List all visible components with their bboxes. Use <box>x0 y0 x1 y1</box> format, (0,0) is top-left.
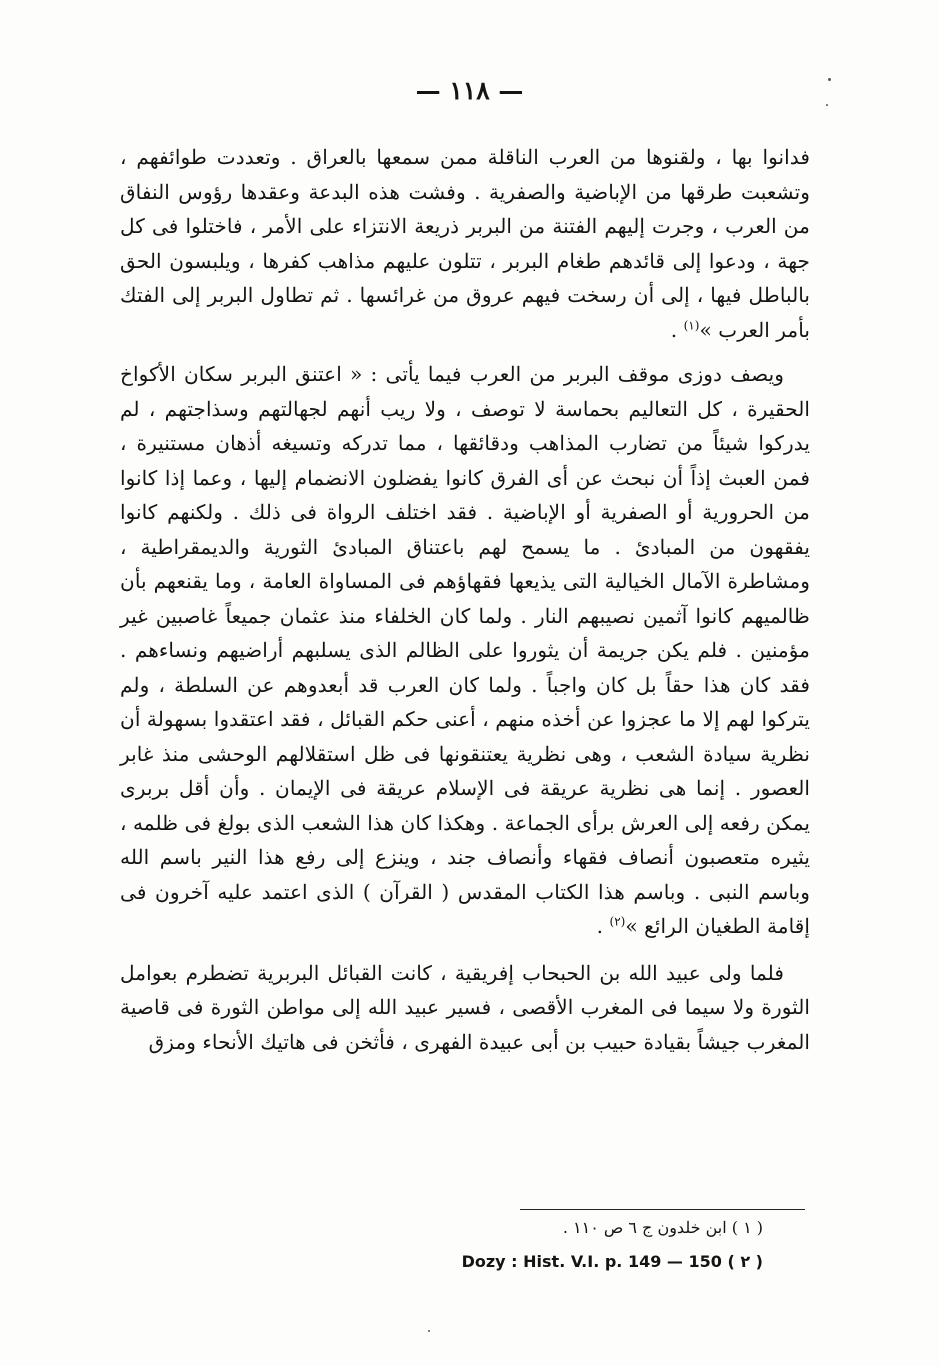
scan-speck <box>826 104 828 106</box>
paragraph-2-text: ويصف دوزى موقف البربر من العرب فيما يأتى : « اعتنق البربر سكان الأكواخ الحقيرة ، كل التعاليم بحماسة لا توصف ، ولا ريب أنهم لجهالتهم وسذاجتهم ، لم يدركوا شيئاً من تضارب المذاهب ودقائقها ، مما تدركه وتسيغه أذهان مستنيرة ، فمن العبث إذاً أن نبحث عن أى الفرق كانوا يفضلون الانضمام إليها ، وعما إذا كانوا من الحرورية أو الصفرية أو الإباضية . فقد اختلف الرواة فى ذلك . ولكنهم كانوا يفقهون من المبادئ . ما يسمح لهم باعتناق المبادئ الثورية والديمقراطية ، ومشاطرة الآمال الخيالية التى يذيعها فقهاؤهم فى المساواة العامة ، وما يقنعهم بأن ظالميهم كانوا آثمين نصيبهم النار . ولما كان الخلفاء منذ عثمان جميعاً غاصبين غير مؤمنين . فلم يكن جريمة أن يثوروا على الظالم الذى يسلبهم أراضيهم ونساءهم . فقد كان هذا حقاً بل كان واجباً . ولما كان العرب قد أبعدوهم عن السلطة ، ولم يتركوا لهم إلا ما عجزوا عن أخذه منهم ، أعنى حكم القبائل ، فقد اعتقدوا بسهولة أن نظرية سيادة الشعب ، وهى نظرية يعتنقونها فى ظل استقلالهم الوحشى منذ غابر العصور . إنما هى نظرية عريقة فى الإسلام عريقة فى الإيمان . وأن أقل بربرى يمكن رفعه إلى العرش برأى الجماعة . وهكذا كان هذا الشعب الذى بولغ فى ظلمه ، يثيره متعصبون أنصاف فقهاء وأنصاف جند ، وينزع إلى رفع هذا النير باسم الله وباسم النبى . وباسم هذا الكتاب المقدس ( القرآن ) الذى اعتمد عليه آخرون فى إقامة الطغيان الرائع » <box>120 362 810 938</box>
paragraph-1 <box>120 140 810 347</box>
paragraph-1-end: . <box>670 317 678 342</box>
page-number: — ١١٨ — <box>415 76 524 105</box>
paragraph-3 <box>120 956 810 1060</box>
paragraph-2 <box>120 357 810 944</box>
footnote-2: Dozy : Hist. V.I. p. 149 — 150 ( ٢ ) <box>461 1252 763 1271</box>
paragraph-3-text: فلما ولى عبيد الله بن الحبحاب إفريقية ، كانت القبائل البربرية تضطرم بعوامل الثورة ولا سيما فى المغرب الأقصى ، فسير عبيد الله إلى مواطن الثورة فى قاصية المغرب جيشاً بقيادة حبيب بن أبى عبيدة الفهرى ، فأثخن فى هاتيك الأنحاء ومزق <box>120 960 810 1054</box>
body-text <box>120 140 810 1059</box>
scan-speck <box>428 1330 430 1332</box>
footnote-1: ( ١ ) ابن خلدون ج ٦ ص ١١٠ . <box>562 1218 763 1237</box>
paragraph-2-end: . <box>596 914 604 938</box>
paragraph-1-text: فدانوا بها ، ولقنوها من العرب الناقلة ممن سمعها بالعراق . وتعددت طوائفهم ، وتشعبت طرقها من الإباضية والصفرية . وفشت هذه البدعة وعقدها رؤوس النفاق من العرب ، وجرت إليهم الفتنة من البربر ذريعة الانتزاء على الأمر ، فاختلوا فى كل جهة ، ودعوا إلى قائدهم طغام البربر ، تتلون عليهم مذاهب كفرها ، ويلبسون الحق بالباطل فيها ، إلى أن رسخت فيهم عروق من غرائسها . ثم تطاول البربر إلى الفتك بأمر العرب » <box>120 145 810 342</box>
footnote-ref-1: (١) <box>683 317 700 332</box>
scan-speck <box>828 78 831 81</box>
footnote-ref-2: (٢) <box>609 914 626 929</box>
footnote-divider <box>520 1209 805 1210</box>
